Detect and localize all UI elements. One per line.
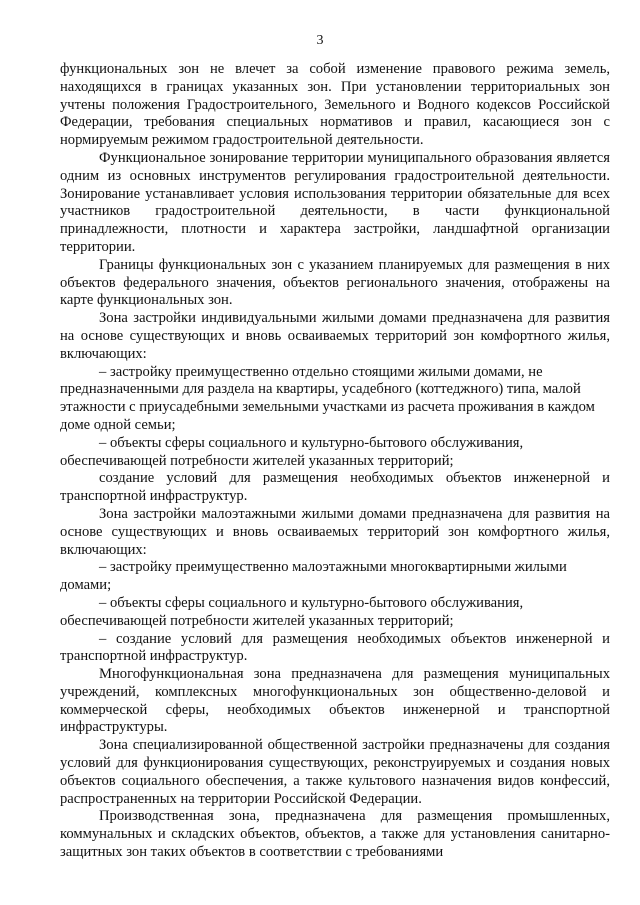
paragraph-zone-regime: функциональных зон не влечет за собой изменение правового режима земель, находящихся в границах указанных зон. При установлении территориальных зон учтены положения Градостроительного, Земельного и Водного кодексов Российской Федерации, требования специальных нормативов и правил, касающиеся зон с нормируемым режимом градостроительной деятельности. <box>60 61 610 149</box>
document-body <box>60 61 610 862</box>
list-item-social-services: – объекты сферы социального и культурно-бытового обслуживания, обеспечивающей потребности жителей указанных территорий; <box>60 434 524 469</box>
page-number: 3 <box>316 33 324 48</box>
paragraph-specialized-public-zone: Зона специализированной общественной застройки предназначены для создания условий для функционирования существующих, реконструируемых и создания новых объектов социального обеспечения, а также культового назначения видов конфессий, распространенных на территории Российской Федерации. <box>60 737 610 807</box>
paragraph-individual-housing-zone: Зона застройки индивидуальными жилыми домами предназначена для развития на основе существующих и вновь осваиваемых территорий зон комфортного жилья, включающих: <box>60 310 610 362</box>
paragraph-lowrise-housing-zone: Зона застройки малоэтажными жилыми домами предназначена для развития на основе существующих и вновь осваиваемых территорий зон комфортного жилья, включающих: <box>60 505 610 558</box>
paragraph-industrial-zone: Производственная зона, предназначена для размещения промышленных, коммунальных и складских объектов, объектов, а также для установления санитарно-защитных зон таких объектов в соответствии с требованиями <box>60 808 610 861</box>
paragraph-zone-boundaries: Границы функциональных зон с указанием планируемых для размещения в них объектов федерального значения, объектов регионального значения, отображены на карте функциональных зон. <box>60 256 610 309</box>
list-item-lowrise-apartments: – застройку преимущественно малоэтажными многоквартирными жилыми домами; <box>60 559 567 594</box>
paragraph-multifunctional-zone: Многофункциональная зона предназначена для размещения муниципальных учреждений, комплексных многофункциональных зон общественно-деловой и коммерческой сферы, необходимых объектов инженерной и транспортной инфраструктуры. <box>60 666 610 736</box>
list-item-infrastructure-2: – создание условий для размещения необходимых объектов инженерной и транспортной инфраструктур. <box>60 630 610 665</box>
list-item-infrastructure: создание условий для размещения необходимых объектов инженерной и транспортной инфраструктур. <box>60 470 610 505</box>
list-item-detached-houses: – застройку преимущественно отдельно стоящими жилыми домами, не предназначенными для раздела на квартиры, усадебного (коттеджного) типа, малой этажности с приусадебными земельными участками из расчета проживания в каждом доме одной семьи; <box>60 363 595 433</box>
paragraph-functional-zoning: Функциональное зонирование территории муниципального образования является одним из основных инструментов регулирования градостроительной деятельности. Зонирование устанавливает условия использования территории обязательные для всех участников градостроительной деятельности, в части функциональной принадлежности, плотности и характера застройки, ландшафтной организации территории. <box>60 149 610 255</box>
list-item-social-services-2: – объекты сферы социального и культурно-бытового обслуживания, обеспечивающей потребности жителей указанных территорий; <box>60 594 524 629</box>
